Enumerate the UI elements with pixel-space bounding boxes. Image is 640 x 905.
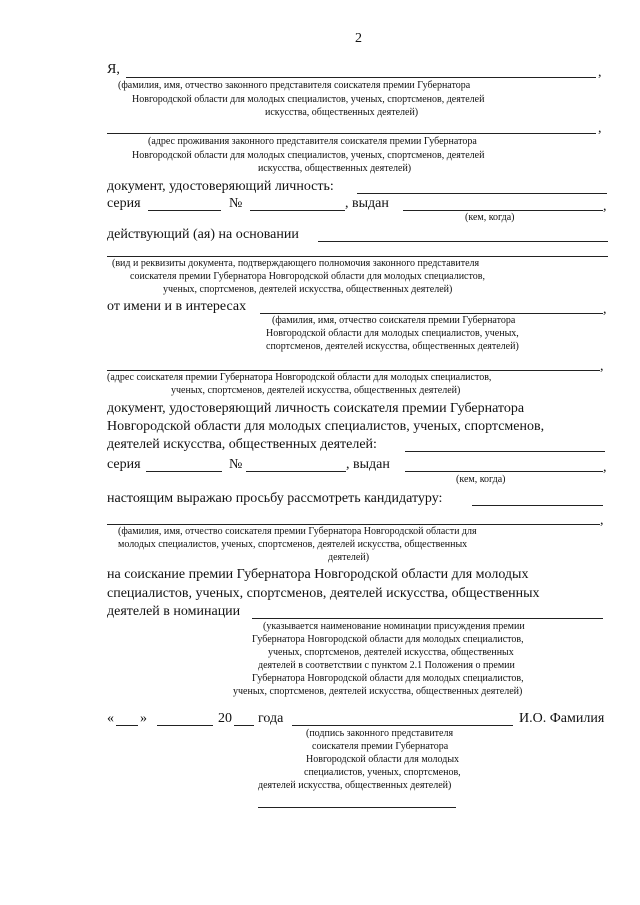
request-caption-1: (фамилия, имя, отчество соискателя премии Губернатора Новгородской области для xyxy=(118,526,477,537)
date-year-field[interactable] xyxy=(234,725,254,726)
rep-doc-label: документ, удостоверяющий личность: xyxy=(107,179,334,194)
date-quote-close: » xyxy=(140,711,147,726)
nomination-caption-3: ученых, спортсменов, деятелей искусства, общественных xyxy=(268,647,514,658)
on-behalf-caption-3: спортсменов, деятелей искусства, общественных деятелей) xyxy=(266,341,519,352)
nomination-caption-5: Губернатора Новгородской области для молодых специалистов, xyxy=(252,673,524,684)
line1-prefix: Я, xyxy=(107,62,120,77)
rep-doc-issued-caption: (кем, когда) xyxy=(465,212,515,223)
rep-doc-series-field[interactable] xyxy=(148,210,221,211)
signature-caption-4: специалистов, ученых, спортсменов, xyxy=(304,767,461,778)
line2-caption-2: Новгородской области для молодых специалистов, ученых, спортсменов, деятелей xyxy=(132,150,485,161)
signature-field[interactable] xyxy=(292,725,513,726)
rep-doc-field[interactable] xyxy=(357,193,607,194)
applicant-doc-series-label: серия xyxy=(107,457,141,472)
signature-caption-2: соискателя премии Губернатора xyxy=(312,741,449,752)
nomination-caption-1: (указывается наименование номинации присуждения премии xyxy=(263,621,525,632)
applicant-address-end: , xyxy=(600,359,604,374)
date-quote-open: « xyxy=(107,711,114,726)
line1-caption-1: (фамилия, имя, отчество законного представителя соискателя премии Губернатора xyxy=(118,80,471,91)
basis-field-line2[interactable] xyxy=(107,256,608,257)
date-year-prefix: 20 xyxy=(218,711,232,726)
applicant-doc-series-field[interactable] xyxy=(146,471,222,472)
nomination-text-1: на соискание премии Губернатора Новгородской области для молодых xyxy=(107,567,529,582)
request-caption-2: молодых специалистов, ученых, спортсменов, деятелей искусства, общественных xyxy=(118,539,468,550)
applicant-doc-issued-caption: (кем, когда) xyxy=(456,474,506,485)
applicant-doc-text-1: документ, удостоверяющий личность соискателя премии Губернатора xyxy=(107,401,525,416)
nomination-text-3: деятелей в номинации xyxy=(107,604,241,619)
nomination-caption-4: деятелей в соответствии с пунктом 2.1 Положения о премии xyxy=(258,660,515,671)
line1-caption-2: Новгородской области для молодых специалистов, ученых, спортсменов, деятелей xyxy=(132,94,485,105)
signature-caption-1: (подпись законного представителя xyxy=(306,728,454,739)
page-number: 2 xyxy=(355,31,362,46)
basis-caption-1: (вид и реквизиты документа, подтверждающего полномочия законного представителя xyxy=(112,258,480,269)
nomination-caption-2: Губернатора Новгородской области для молодых специалистов, xyxy=(252,634,524,645)
signature-name: И.О. Фамилия xyxy=(519,711,605,726)
on-behalf-end: , xyxy=(603,302,607,317)
line2-caption-1: (адрес проживания законного представителя соискателя премии Губернатора xyxy=(148,136,477,147)
date-month-field[interactable] xyxy=(157,725,213,726)
applicant-doc-issued-label: , выдан xyxy=(346,457,390,472)
rep-doc-number-field[interactable] xyxy=(250,210,345,211)
line2-end: , xyxy=(598,121,602,136)
rep-address-field[interactable] xyxy=(107,133,596,134)
signature-caption-5: деятелей искусства, общественных деятелей) xyxy=(258,780,452,791)
on-behalf-label: от имени и в интересах xyxy=(107,299,247,314)
nomination-caption-6: ученых, спортсменов, деятелей искусства, общественных деятелей) xyxy=(233,686,523,697)
applicant-doc-number-field[interactable] xyxy=(246,471,346,472)
line2-caption-3: искусства, общественных деятелей) xyxy=(258,163,412,174)
on-behalf-caption-1: (фамилия, имя, отчество соискателя премии Губернатора xyxy=(272,315,516,326)
date-day-field[interactable] xyxy=(116,725,138,726)
applicant-doc-text-3: деятелей искусства, общественных деятелей: xyxy=(107,437,377,452)
on-behalf-caption-2: Новгородской области для молодых специалистов, ученых, xyxy=(266,328,519,339)
applicant-doc-issued-field[interactable] xyxy=(405,471,603,472)
applicant-name-field[interactable] xyxy=(260,313,603,314)
applicant-doc-end: , xyxy=(603,460,607,475)
date-year-suffix: года xyxy=(258,711,284,726)
applicant-address-caption-2: ученых, спортсменов, деятелей искусства, общественных деятелей) xyxy=(171,385,461,396)
rep-doc-series-label: серия xyxy=(107,196,141,211)
applicant-address-caption-1: (адрес соискателя премии Губернатора Новгородской области для молодых специалистов, xyxy=(107,372,492,383)
candidate-field-line2[interactable] xyxy=(107,524,600,525)
basis-label: действующий (ая) на основании xyxy=(107,227,299,242)
applicant-doc-text-2: Новгородской области для молодых специалистов, ученых, спортсменов, xyxy=(107,419,545,434)
request-caption-3: деятелей) xyxy=(328,552,370,563)
basis-caption-3: ученых, спортсменов, деятелей искусства, общественных деятелей) xyxy=(163,284,453,295)
rep-doc-issued-label: , выдан xyxy=(345,196,389,211)
candidate-field[interactable] xyxy=(472,505,603,506)
bottom-divider xyxy=(258,807,456,808)
line1-end: , xyxy=(598,65,602,80)
request-end: , xyxy=(600,513,604,528)
rep-doc-issued-field[interactable] xyxy=(403,210,603,211)
applicant-doc-number-label: № xyxy=(229,457,243,472)
basis-field[interactable] xyxy=(318,241,608,242)
request-label: настоящим выражаю просьбу рассмотреть кандидатуру: xyxy=(107,491,443,506)
rep-doc-end: , xyxy=(603,199,607,214)
nomination-field[interactable] xyxy=(252,618,603,619)
applicant-doc-field[interactable] xyxy=(405,451,605,452)
signature-caption-3: Новгородской области для молодых xyxy=(306,754,460,765)
line1-caption-3: искусства, общественных деятелей) xyxy=(265,107,419,118)
basis-caption-2: соискателя премии Губернатора Новгородской области для молодых специалистов, xyxy=(130,271,485,282)
nomination-text-2: специалистов, ученых, спортсменов, деятелей искусства, общественных xyxy=(107,586,540,601)
rep-name-field[interactable] xyxy=(126,77,596,78)
rep-doc-number-label: № xyxy=(229,196,243,211)
applicant-address-field[interactable] xyxy=(107,370,600,371)
